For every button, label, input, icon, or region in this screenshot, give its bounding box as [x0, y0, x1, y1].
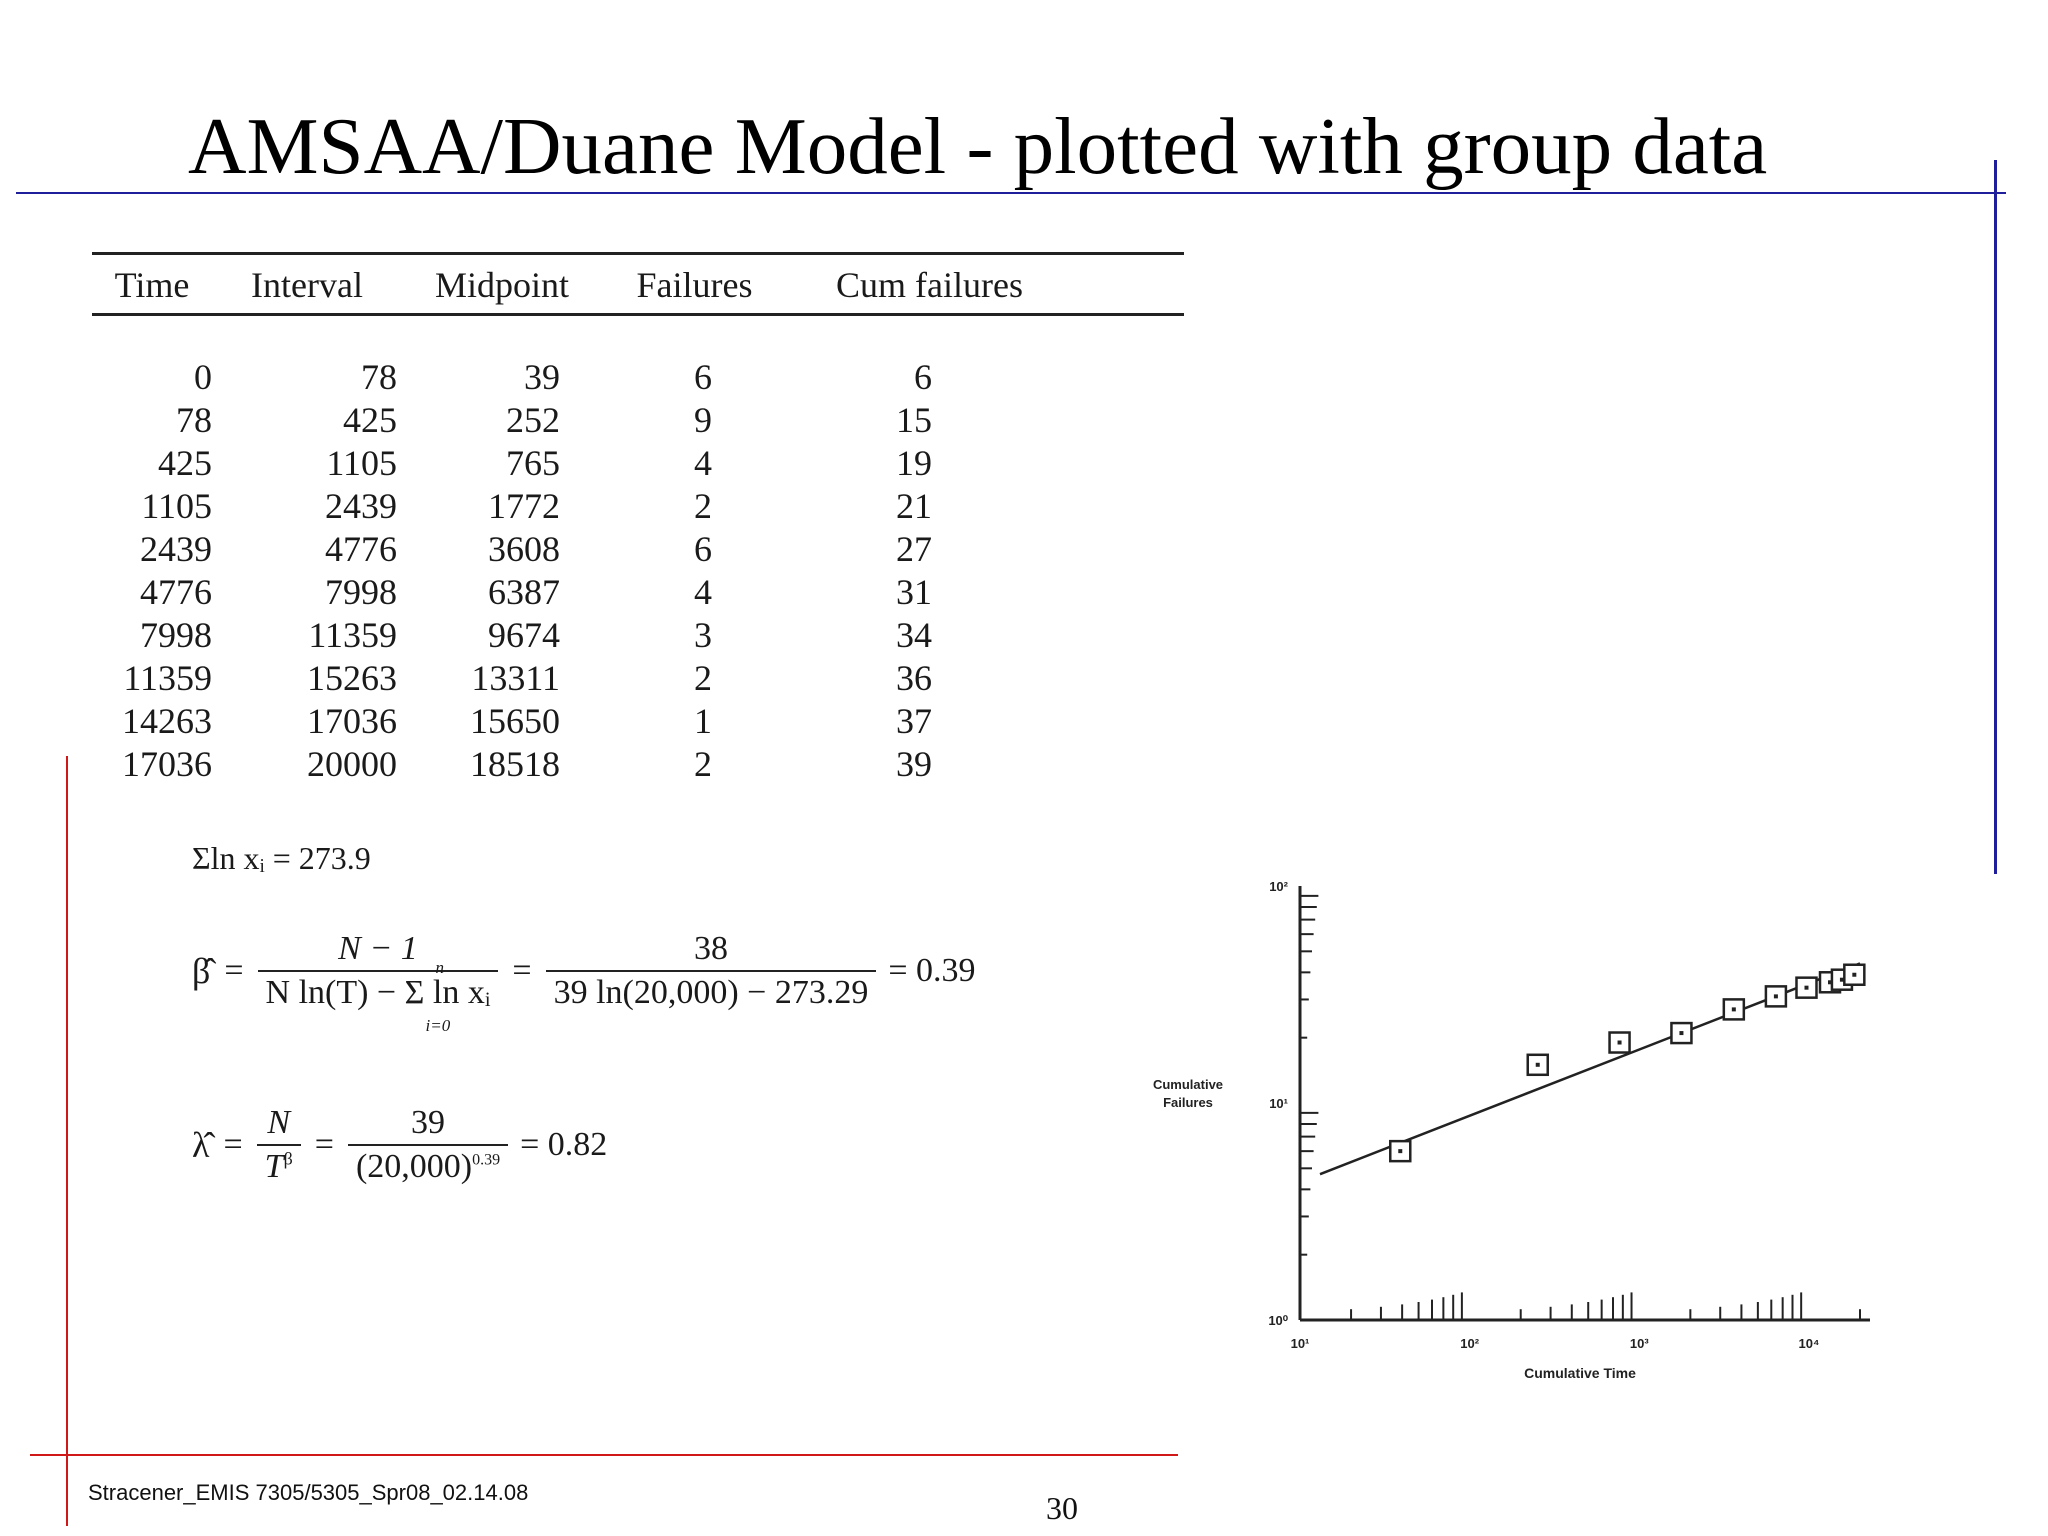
beta-fraction-1: [258, 930, 499, 1035]
table-row: 17036 20000 18518 2 39: [122, 744, 932, 784]
beta-numerator-2: 38: [546, 930, 877, 972]
title-underline: [16, 192, 2006, 194]
table-row: 4776 7998 6387 4 31: [140, 572, 932, 612]
lambda-denominator-2: $(20,000)^{0.39}$: [355, 1148, 501, 1185]
x-tick-label: 10²: [1460, 1336, 1480, 1351]
x-axis-title: Cumulative Time: [1524, 1365, 1636, 1381]
duane-log-log-chart: [1120, 860, 1880, 1400]
data-point-center: [1536, 1063, 1540, 1067]
lambda-numerator-1: N: [257, 1104, 301, 1146]
beta-denominator-2: 39 ln(20,000) − 273.29: [553, 974, 869, 1011]
group-data-table: [92, 256, 1072, 786]
data-point-center: [1398, 1149, 1402, 1153]
table-header-row: [92, 256, 1072, 314]
beta-result: = 0.39: [888, 952, 976, 989]
x-tick-label: 10³: [1629, 1336, 1649, 1351]
beta-fraction-2: [546, 930, 877, 1012]
sum-upper-limit: n: [435, 958, 445, 977]
x-tick-label: 10¹: [1290, 1336, 1310, 1351]
table-row: 0 78 39 6 6: [194, 357, 932, 397]
table-row: 2439 4776 3608 6 27: [140, 529, 932, 569]
footer-rule: [30, 1454, 1178, 1456]
table-row: 7998 11359 9674 3 34: [140, 615, 932, 655]
sum-ln-equation: Σln xᵢ = 273.9: [192, 840, 371, 876]
equals-sign: =: [314, 1126, 334, 1163]
equals-sign: =: [224, 952, 244, 989]
table-top-rule: [92, 252, 1184, 255]
lambda-symbol: λ̂: [192, 1125, 210, 1165]
lambda-exponent-beta: β: [283, 1148, 293, 1169]
y-tick-label: 10¹: [1269, 1096, 1288, 1111]
equals-sign: =: [512, 952, 532, 989]
equals-sign: =: [223, 1126, 243, 1163]
lambda-denominator-1: $T^\beta$: [264, 1148, 293, 1185]
sum-lower-limit: i=0: [425, 1016, 451, 1035]
lambda-fraction-2: [348, 1104, 508, 1186]
y-tick-label: 10²: [1269, 879, 1288, 894]
footer-text: Stracener_EMIS 7305/5305_Spr08_02.14.08: [88, 1480, 529, 1505]
slide-title: AMSAA/Duane Model - plotted with group data: [188, 101, 1768, 191]
table-row: 1105 2439 1772 2 21: [141, 486, 932, 526]
lambda-equation: [192, 1104, 607, 1186]
header-time: Time: [114, 264, 190, 305]
table-row: 425 1105 765 4 19: [158, 443, 932, 483]
table-row: 78 425 252 9 15: [176, 400, 932, 440]
lambda-numerator-2: 39: [348, 1104, 508, 1146]
data-point-center: [1852, 973, 1856, 977]
beta-denominator-1: [258, 958, 499, 1035]
header-failures: Failures: [636, 264, 753, 305]
data-point-center: [1732, 1007, 1736, 1011]
beta-denominator-1-text: N ln(T) − Σ ln xᵢ: [265, 974, 491, 1011]
beta-symbol: β̂: [192, 951, 211, 991]
data-point-center: [1679, 1031, 1683, 1035]
lambda-result: = 0.82: [520, 1126, 608, 1163]
header-midpoint: Midpoint: [434, 264, 569, 305]
beta-equation: [192, 930, 976, 1035]
right-divider-line: [1994, 160, 1997, 874]
data-point-center: [1618, 1041, 1622, 1045]
data-point-center: [1774, 994, 1778, 998]
data-point-center: [1804, 986, 1808, 990]
y-axis-title: Cumulative Failures: [1152, 1077, 1224, 1110]
y-tick-label: 10⁰: [1268, 1313, 1288, 1328]
table-row: 11359 15263 13311 2 36: [123, 658, 932, 698]
left-divider-line: [66, 756, 68, 1526]
lambda-fraction-1: [257, 1104, 301, 1186]
table-row: 14263 17036 15650 1 37: [122, 701, 932, 741]
header-interval: Interval: [251, 264, 363, 305]
header-cum-failures: Cum failures: [836, 264, 1023, 305]
page-number: 30: [1046, 1490, 1078, 1526]
x-tick-label: 10⁴: [1798, 1336, 1820, 1351]
lambda-exponent-value: 0.39: [472, 1151, 501, 1169]
beta-numerator-1: N − 1: [258, 930, 499, 972]
